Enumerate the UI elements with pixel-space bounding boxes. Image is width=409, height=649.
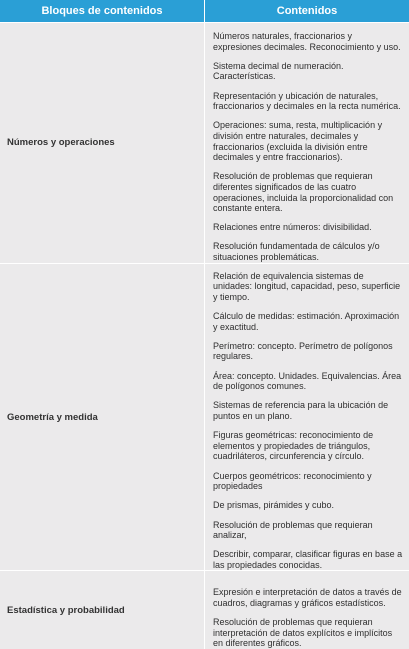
list-item: Números naturales, fraccionarios y expresiones decimales. Reconocimiento y uso.	[213, 31, 403, 52]
list-item: Relaciones entre números: divisibilidad.	[213, 222, 403, 233]
block-estadistica: Estadística y probabilidad	[0, 571, 205, 649]
list-item: Representación y ubicación de naturales, fraccionarios y decimales en la recta numérica.	[213, 91, 403, 112]
list-item: Resolución de problemas que requieran interpretación de datos explícitos e implícitos en diferentes gráficos.	[213, 617, 403, 649]
table-header-row	[0, 0, 409, 23]
table-row	[0, 571, 409, 649]
list-item: Expresión e interpretación de datos a través de cuadros, diagramas y gráficos estadísticos.	[213, 587, 403, 608]
list-item: Relación de equivalencia sistemas de unidades: longitud, capacidad, peso, superficie y tiempo.	[213, 271, 403, 303]
contents-cell	[205, 263, 409, 571]
contents-cell	[205, 23, 409, 264]
list-item: Sistema decimal de numeración. Características.	[213, 61, 403, 82]
list-item: Cálculo de medidas: estimación. Aproximación y exactitud.	[213, 311, 403, 332]
list-item: Cuerpos geométricos: reconocimiento y propiedades	[213, 471, 403, 492]
contents-cell	[205, 571, 409, 649]
list-item: Resolución de problemas que requieran diferentes significados de las cuatro operaciones, incluida la proporcionalidad con constante entera.	[213, 171, 403, 213]
table-row	[0, 263, 409, 571]
list-item: Perímetro: concepto. Perímetro de polígonos regulares.	[213, 341, 403, 362]
list-item: Operaciones: suma, resta, multiplicación y división entre naturales, decimales y fraccionarios (excluida la división entre decimales y entre fraccionarios).	[213, 120, 403, 162]
block-numeros: Números y operaciones	[0, 23, 205, 264]
list-item: De prismas, pirámides y cubo.	[213, 500, 403, 511]
content-list	[213, 587, 403, 649]
content-list	[213, 31, 403, 263]
list-item: Describir, comparar, clasificar figuras en base a las propiedades conocidas.	[213, 549, 403, 570]
header-contents: Contenidos	[205, 0, 409, 23]
list-item: Área: concepto. Unidades. Equivalencias. Área de polígonos comunes.	[213, 371, 403, 392]
list-item: Resolución de problemas que requieran analizar,	[213, 520, 403, 541]
list-item: Figuras geométricas: reconocimiento de elementos y propiedades de triángulos, cuadriláteros, circunferencia y círculo.	[213, 430, 403, 462]
header-blocks: Bloques de contenidos	[0, 0, 205, 23]
table-row	[0, 23, 409, 264]
list-item: Sistemas de referencia para la ubicación de puntos en un plano.	[213, 400, 403, 421]
list-item: Resolución fundamentada de cálculos y/o situaciones problemáticas.	[213, 241, 403, 262]
content-list	[213, 271, 403, 571]
block-geometria: Geometría y medida	[0, 263, 205, 571]
